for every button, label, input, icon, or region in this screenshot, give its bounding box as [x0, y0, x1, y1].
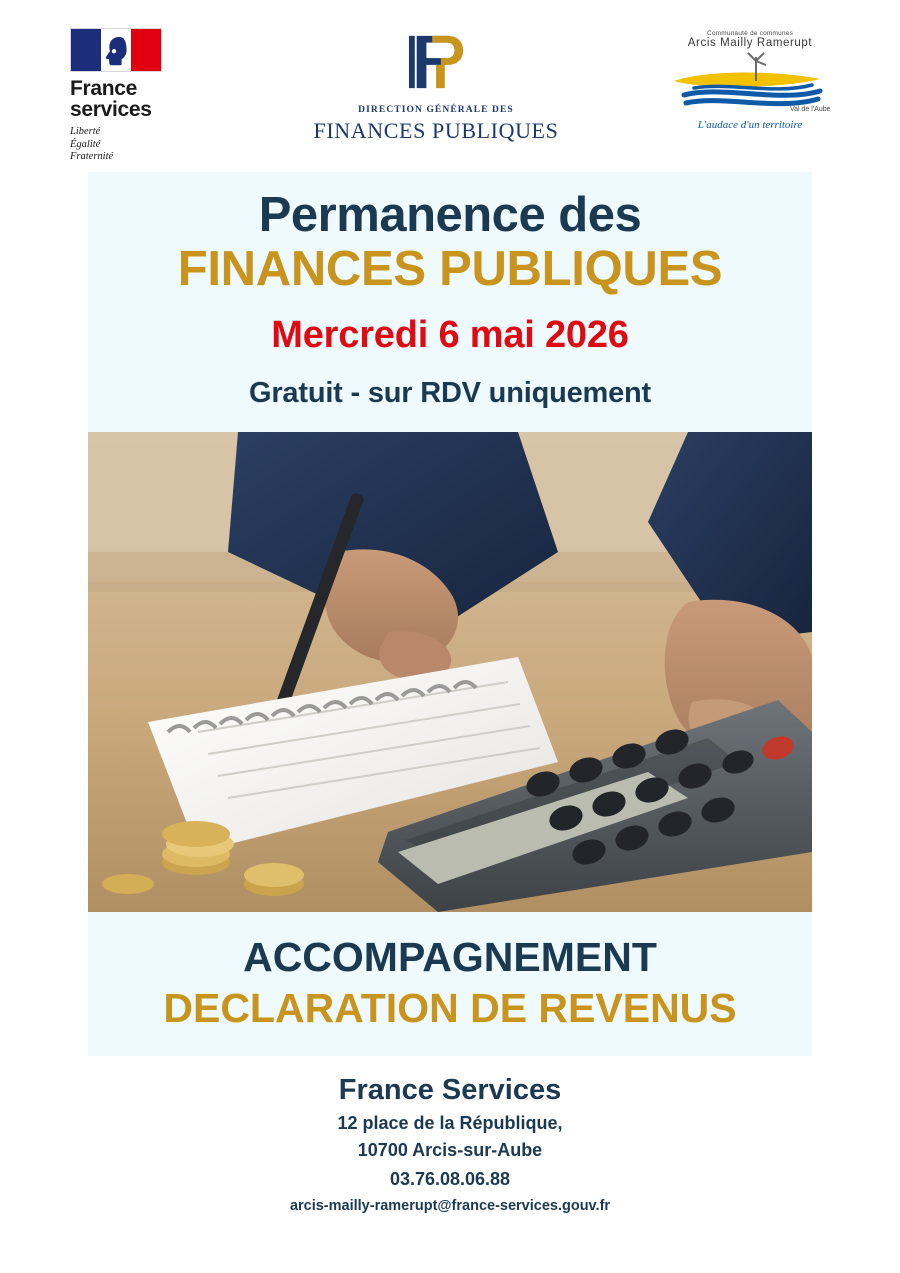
logo-bar	[0, 0, 900, 172]
marianne-profile-icon	[103, 35, 129, 67]
poster-subtitle-panel	[88, 912, 812, 1056]
communaute-de-communes-logo	[670, 28, 830, 131]
poster-photo	[88, 432, 812, 912]
france-services-logo	[70, 28, 202, 164]
footer-contact	[0, 1056, 900, 1214]
fs-title-line2: services	[70, 98, 152, 122]
dgfip-title: FINANCES PUBLIQUES	[313, 118, 559, 143]
poster-subtitle-1: ACCOMPAGNEMENT	[243, 934, 657, 981]
footer-organisation: France Services	[338, 1074, 562, 1107]
fs-motto-fraternite: Fraternité	[70, 151, 114, 163]
footer-phone: 03.76.08.06.88	[389, 1169, 511, 1190]
cc-tagline: L'audace d'un territoire	[697, 119, 803, 131]
fs-motto-liberte: Liberté	[70, 125, 101, 137]
footer-address-line2: 10700 Arcis-sur-Aube	[357, 1140, 543, 1161]
svg-text:Val de l'Aube: Val de l'Aube	[790, 106, 830, 113]
windmill-river-logo-icon	[670, 51, 830, 113]
poster-headline-panel	[88, 172, 812, 432]
poster-headline-1: Permanence des	[258, 188, 642, 242]
dgfip-monogram-icon	[378, 32, 494, 92]
fs-title-line1: France	[70, 77, 138, 100]
cc-name: Arcis Mailly Ramerupt	[687, 37, 813, 49]
poster-subtitle-2: DECLARATION DE REVENUS	[163, 985, 737, 1032]
dgfip-logo	[296, 28, 576, 144]
footer-email[interactable]: arcis-mailly-ramerupt@france-services.gouv.fr	[289, 1198, 611, 1215]
poster-conditions: Gratuit - sur RDV uniquement	[248, 377, 652, 410]
fs-motto-egalite: Égalité	[70, 138, 101, 150]
poster-date: Mercredi 6 mai 2026	[271, 314, 629, 357]
footer-address-line1: 12 place de la République,	[337, 1113, 563, 1134]
dgfip-subtitle: DIRECTION GÉNÉRALE DES	[358, 105, 514, 115]
poster-headline-2: FINANCES PUBLIQUES	[177, 242, 723, 297]
cc-small-label: Communauté de communes	[706, 30, 794, 37]
french-flag-marianne-icon	[70, 28, 162, 72]
